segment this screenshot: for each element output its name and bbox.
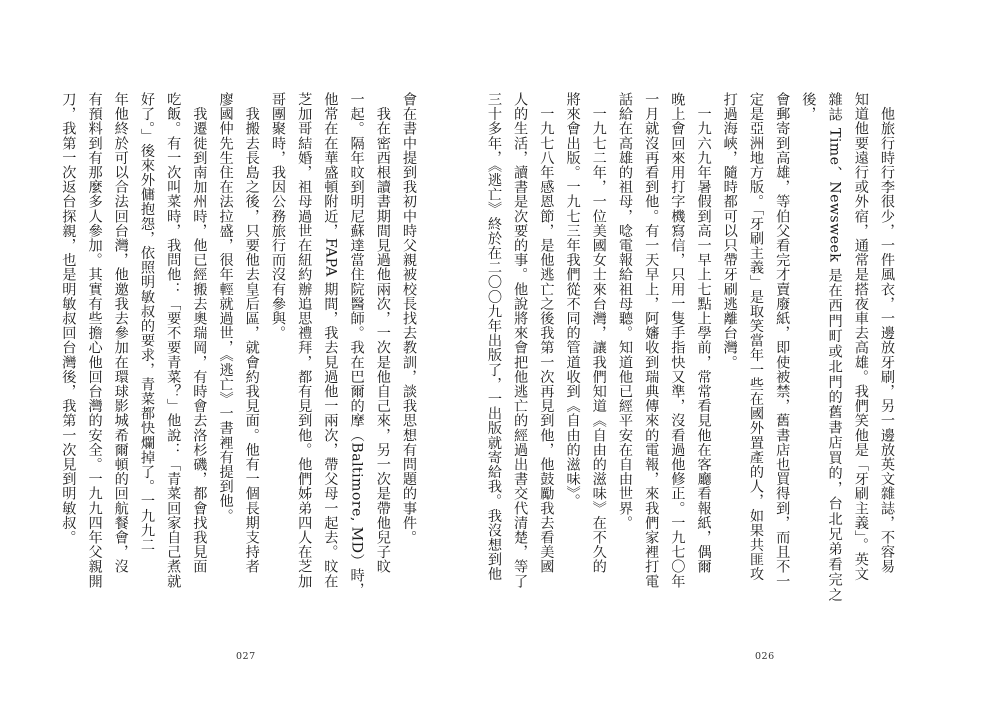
text-column: 一九七二年，一位美國女士來台灣，讓我們知道《自由的滋味》在不久的 — [590, 92, 607, 574]
text-column: 吃飯。有一次叫菜時，我問他：「要不要青菜？」他說：「青菜回家自己煮就 — [165, 92, 182, 589]
text-column: 定是亞洲地方版。「牙刷主義」是取笑當年一些在國外置產的人，如果共匪攻 — [747, 92, 764, 582]
text-column: 廖國仲先生住在法拉盛，很年輕就過世，《逃亡》一書裡有提到他。 — [217, 92, 234, 523]
text-column: 一月就沒再看到他。有一天早上，阿嬸收到瑞典傳來的電報，來我們家裡打電 — [643, 92, 660, 589]
text-column: 會在書中提到我初中時父親被校長找去教訓，談我思想有問題的事件。 — [401, 92, 417, 545]
text-column: 他旅行時行李很少，一件風衣，一邊放牙刷，另一邊放英文雜誌，不容易 — [879, 92, 895, 574]
text-column: 話給在高雄的祖母，唸電報給祖母聽。知道他已經平安在自由世界。 — [616, 92, 633, 530]
text-column: 一九七八年感恩節，是他逃亡之後我第一次再見到他，他鼓勵我去看美國 — [538, 92, 555, 574]
text-column: 他常在在華盛頓附近，FAPA 期間，我去見過他一兩次，帶父母一起去。旼在 — [322, 92, 339, 589]
text-column: 好了。」後來外傭抱怨，依照明敏叔的要求，青菜都快爛掉了。一九九二 — [138, 92, 155, 553]
text-column: 年他終於可以合法回台灣，他邀我去參加在環球影城希爾頓的回航餐會，沒 — [112, 92, 129, 574]
text-column: 知道他要遠行或外宿，通常是搭夜車去高雄。我們笑他是「牙刷主義」。英文 — [852, 92, 869, 582]
text-column: 三十多年，《逃亡》終於在二〇〇九年出版了，一出版就寄給我。我沒想到他 — [485, 92, 502, 582]
text-column: 我在密西根讀書期間見過他兩次，一次是他自己來，另一次是帶他兒子旼 — [374, 92, 391, 574]
page-number-left: 027 — [236, 651, 256, 662]
text-column: 哥團聚時，我因公務旅行而沒有參與。 — [269, 92, 286, 341]
text-column: 將來會出版。一九七三年我們從不同的管道收到《自由的滋味》。 — [564, 92, 581, 509]
text-column: 芝加哥結婚，祖母過世在紐約辦追思禮拜，都有見到他。他們姊弟四人在芝加 — [296, 92, 313, 589]
text-column: 人的生活，讀書是次要的事。他說將來會把他逃亡的經過出書交代清楚，等了 — [512, 92, 529, 589]
text-column: 會郵寄到高雄，等伯父看完才賣廢紙，即使被禁，舊書店也買得到，而且不一 — [774, 92, 791, 589]
page-number-right: 026 — [755, 651, 775, 662]
text-column: 我搬去長島之後，只要他去皇后區，就會約我見面。他有一個長期支持者 — [243, 92, 260, 574]
text-column: 雜誌 Time、Newsweek 是在西門町或北門的舊書店買的，台北兄弟看完之後， — [800, 92, 843, 602]
text-column: 一九六九年暑假到高一早上七點上學前，常常看見他在客廳看報紙，偶爾 — [695, 92, 712, 574]
text-column: 一起。隔年旼到明尼蘇達當住院醫師。我在巴爾的摩（Baltimore, MD）時， — [348, 92, 365, 598]
text-column: 我遷徙到南加州時，他已經搬去奧瑞岡，有時會去洛杉磯，都會找我見面 — [191, 92, 208, 574]
text-column: 有預料到有那麼多人參加。其實有些擔心他回台灣的安全。一九九四年父親開 — [86, 92, 103, 589]
text-column: 打過海峽，隨時都可以只帶牙刷逃離台灣。 — [721, 92, 738, 370]
right-page-body — [485, 92, 900, 602]
text-column: 晚上會回來用打字機寫信，只用一隻手指快又準，沒看過他修正。一九七〇年 — [669, 92, 686, 589]
left-page-body — [17, 92, 422, 602]
text-column: 刀，我第一次返台探親，也是明敏叔回台灣後，我第一次見到明敏叔。 — [60, 92, 77, 545]
